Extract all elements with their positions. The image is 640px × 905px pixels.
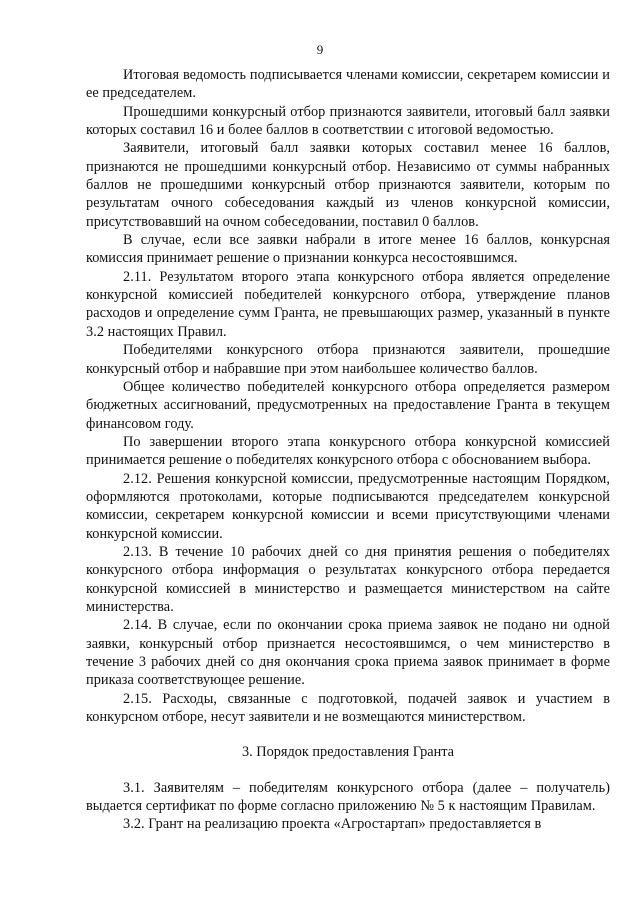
paragraph: Заявители, итоговый балл заявки которых составил менее 16 баллов, признаются не прошедшими конкурсный отбор. Независимо от суммы набранных баллов не прошедшими конкурсный отбор признаются заявители, которым по результатам очного собеседования каждый из членов конкурсной комиссии, присутствовавший на очном собеседовании, поставил 0 баллов. [86,140,610,230]
paragraph-clause-2-12: 2.12. Решения конкурсной комиссии, предусмотренные настоящим Порядком, оформляются протоколами, которые подписываются председателем конкурсной комиссии, секретарем конкурсной комиссии и всеми присутствующими членами конкурсной комиссии. [86,470,610,542]
paragraph: Прошедшими конкурсный отбор признаются заявители, итоговый балл заявки которых составил 16 и более баллов в соответствии с итоговой ведомостью. [86,103,610,139]
paragraph: Победителями конкурсного отбора признаются заявители, прошедшие конкурсный отбор и набравшие при этом наибольшее количество баллов. [86,342,610,377]
page-number: 9 [316,42,324,57]
paragraph: По завершении второго этапа конкурсного отбора конкурсной комиссией принимается решение о победителях конкурсного отбора с обоснованием выбора. [86,433,610,469]
section-heading: 3. Порядок предоставления Гранта [241,744,455,761]
paragraph-clause-3-1: 3.1. Заявителям – победителям конкурсного отбора (далее – получатель) выдается сертификат по форме согласно приложению № 5 к настоящим Правилам. [86,779,610,815]
document-body [86,66,610,834]
paragraph-clause-2-14: 2.14. В случае, если по окончании срока приема заявок не подано ни одной заявки, конкурсный отбор признается несостоявшимся, о чем министерство в течение 3 рабочих дней со дня окончания срока приема заявок принимает в форме приказа соответствующее решение. [86,617,610,689]
paragraph: Общее количество победителей конкурсного отбора определяется размером бюджетных ассигнований, предусмотренных на предоставление Гранта в текущем финансовом году. [86,378,610,432]
paragraph-clause-2-11: 2.11. Результатом второго этапа конкурсного отбора является определение конкурсной комиссией победителей конкурсного отбора, утверждение планов расходов и определение сумм Гранта, не превышающих размер, указанный в пункте 3.2 настоящих Правил. [86,268,610,340]
paragraph-clause-3-2: 3.2. Грант на реализацию проекта «Агростартап» предоставляется в [123,816,542,833]
paragraph-clause-2-15: 2.15. Расходы, связанные с подготовкой, подачей заявок и участием в конкурсном отборе, несут заявители и не возмещаются министерством. [86,690,610,726]
paragraph: Итоговая ведомость подписывается членами комиссии, секретарем комиссии и ее председателем. [86,67,610,102]
paragraph: В случае, если все заявки набрали в итоге менее 16 баллов, конкурсная комиссия принимает решение о признании конкурса несостоявшимся. [86,232,610,267]
paragraph-clause-2-13: 2.13. В течение 10 рабочих дней со дня принятия решения о победителях конкурсного отбора информация о результатах конкурсного отбора передается конкурсной комиссией в министерство и размещается министерством на сайте министерства. [86,543,610,615]
